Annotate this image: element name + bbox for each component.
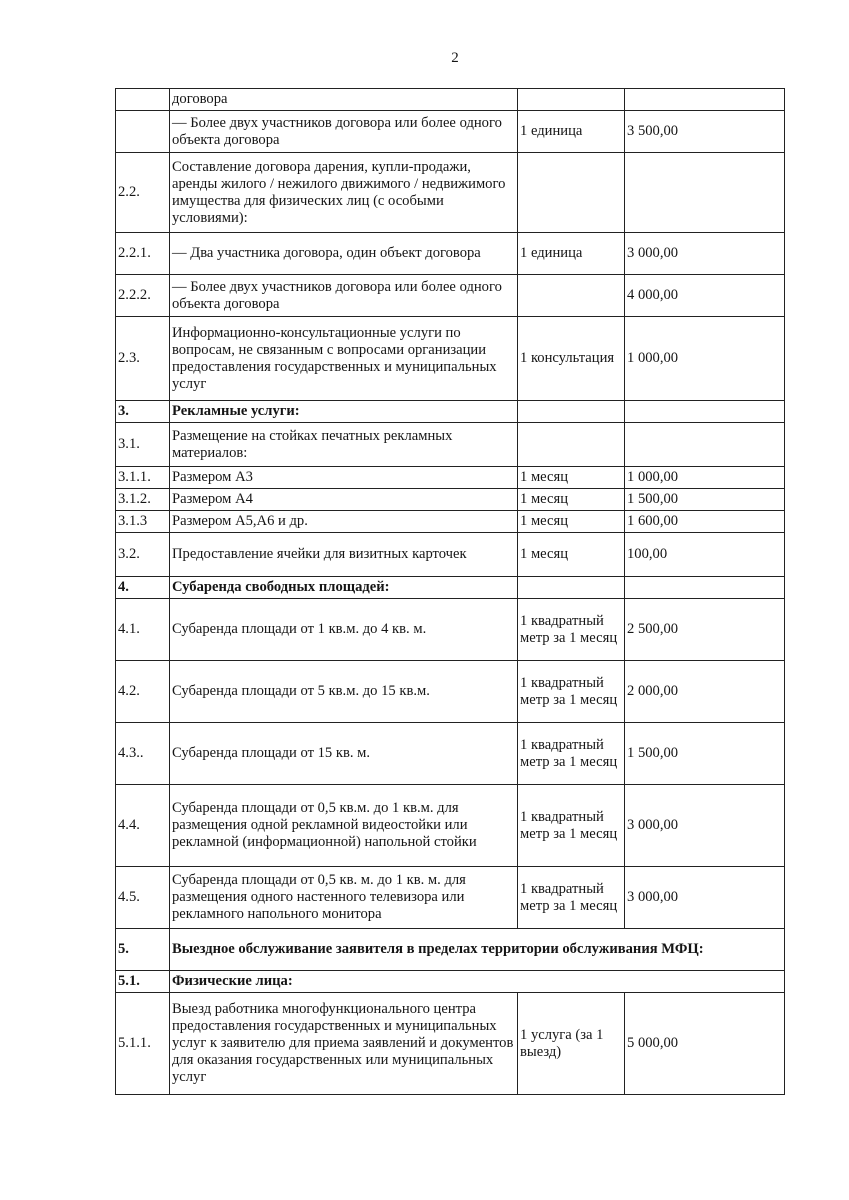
- row-number: 4.: [116, 577, 170, 599]
- unit-cell: 1 услуга (за 1 выезд): [518, 993, 625, 1095]
- row-number: 4.2.: [116, 661, 170, 723]
- row-number: 4.3..: [116, 723, 170, 785]
- table-row: [116, 867, 785, 929]
- unit-cell: 1 квадратный метр за 1 месяц: [518, 599, 625, 661]
- row-number: 3.2.: [116, 533, 170, 577]
- row-number: [116, 89, 170, 111]
- price-cell: [625, 423, 785, 467]
- service-name: Субаренда свободных площадей:: [170, 577, 518, 599]
- row-number: 3.1.1.: [116, 467, 170, 489]
- unit-cell: 1 месяц: [518, 533, 625, 577]
- row-number: 4.4.: [116, 785, 170, 867]
- price-cell: [625, 153, 785, 233]
- table-row: [116, 785, 785, 867]
- table-row: [116, 153, 785, 233]
- table-row: [116, 275, 785, 317]
- table-row: [116, 111, 785, 153]
- row-number: 5.1.: [116, 971, 170, 993]
- service-name: Физические лица:: [170, 971, 785, 993]
- table-row: [116, 971, 785, 993]
- price-cell: 1 000,00: [625, 467, 785, 489]
- service-name: Размером А4: [170, 489, 518, 511]
- price-cell: 3 000,00: [625, 867, 785, 929]
- table-row: [116, 489, 785, 511]
- row-number: 4.1.: [116, 599, 170, 661]
- price-cell: 5 000,00: [625, 993, 785, 1095]
- service-name: Размером А3: [170, 467, 518, 489]
- row-number: [116, 111, 170, 153]
- unit-cell: 1 месяц: [518, 511, 625, 533]
- price-cell: 3 000,00: [625, 233, 785, 275]
- row-number: 4.5.: [116, 867, 170, 929]
- price-cell: 1 500,00: [625, 489, 785, 511]
- unit-cell: 1 квадратный метр за 1 месяц: [518, 723, 625, 785]
- service-name: Размещение на стойках печатных рекламных материалов:: [170, 423, 518, 467]
- unit-cell: [518, 153, 625, 233]
- price-cell: [625, 89, 785, 111]
- unit-cell: 1 месяц: [518, 467, 625, 489]
- table-row: [116, 929, 785, 971]
- price-cell: 1 600,00: [625, 511, 785, 533]
- unit-cell: 1 квадратный метр за 1 месяц: [518, 867, 625, 929]
- row-number: 5.1.1.: [116, 993, 170, 1095]
- row-number: 2.2.1.: [116, 233, 170, 275]
- service-name: Составление договора дарения, купли-продажи, аренды жилого / нежилого движимого / недвижимого имущества для физических лиц (с особыми условиями):: [170, 153, 518, 233]
- price-cell: 1 500,00: [625, 723, 785, 785]
- service-name: Рекламные услуги:: [170, 401, 518, 423]
- unit-cell: 1 единица: [518, 233, 625, 275]
- unit-cell: 1 месяц: [518, 489, 625, 511]
- price-cell: [625, 401, 785, 423]
- price-cell: 100,00: [625, 533, 785, 577]
- table-row: [116, 599, 785, 661]
- unit-cell: [518, 275, 625, 317]
- unit-cell: [518, 89, 625, 111]
- row-number: 3.1.2.: [116, 489, 170, 511]
- table-row: [116, 723, 785, 785]
- service-name: Предоставление ячейки для визитных карточек: [170, 533, 518, 577]
- service-name: — Более двух участников договора или более одного объекта договора: [170, 111, 518, 153]
- service-name: Субаренда площади от 0,5 кв. м. до 1 кв. м. для размещения одного настенного телевизора или рекламного напольного монитора: [170, 867, 518, 929]
- price-cell: 3 000,00: [625, 785, 785, 867]
- service-name: — Два участника договора, один объект договора: [170, 233, 518, 275]
- price-cell: 2 000,00: [625, 661, 785, 723]
- table-row: [116, 511, 785, 533]
- unit-cell: 1 единица: [518, 111, 625, 153]
- row-number: 2.3.: [116, 317, 170, 401]
- row-number: 5.: [116, 929, 170, 971]
- table-row: [116, 577, 785, 599]
- price-cell: 4 000,00: [625, 275, 785, 317]
- service-name: Информационно-консультационные услуги по вопросам, не связанным с вопросами организации предоставления государственных и муниципальных услуг: [170, 317, 518, 401]
- service-name: договора: [170, 89, 518, 111]
- row-number: 3.1.3: [116, 511, 170, 533]
- price-cell: 2 500,00: [625, 599, 785, 661]
- price-table: [115, 88, 785, 1095]
- service-name: — Более двух участников договора или более одного объекта договора: [170, 275, 518, 317]
- unit-cell: [518, 423, 625, 467]
- unit-cell: 1 квадратный метр за 1 месяц: [518, 785, 625, 867]
- table-row: [116, 467, 785, 489]
- service-name: Выездное обслуживание заявителя в пределах территории обслуживания МФЦ:: [170, 929, 785, 971]
- row-number: 2.2.: [116, 153, 170, 233]
- table-row: [116, 993, 785, 1095]
- row-number: 3.: [116, 401, 170, 423]
- service-name: Размером А5,А6 и др.: [170, 511, 518, 533]
- service-name: Субаренда площади от 5 кв.м. до 15 кв.м.: [170, 661, 518, 723]
- unit-cell: 1 квадратный метр за 1 месяц: [518, 661, 625, 723]
- table-row: [116, 317, 785, 401]
- table-row: [116, 89, 785, 111]
- row-number: 3.1.: [116, 423, 170, 467]
- page-number: 2: [451, 50, 459, 66]
- table-row: [116, 661, 785, 723]
- price-cell: [625, 577, 785, 599]
- table-row: [116, 401, 785, 423]
- table-row: [116, 233, 785, 275]
- service-name: Выезд работника многофункционального центра предоставления государственных и муниципальных услуг к заявителю для приема заявлений и документов для оказания государственных или муниципальных услуг: [170, 993, 518, 1095]
- price-cell: 1 000,00: [625, 317, 785, 401]
- table-row: [116, 533, 785, 577]
- price-cell: 3 500,00: [625, 111, 785, 153]
- unit-cell: [518, 577, 625, 599]
- row-number: 2.2.2.: [116, 275, 170, 317]
- table-row: [116, 423, 785, 467]
- service-name: Субаренда площади от 1 кв.м. до 4 кв. м.: [170, 599, 518, 661]
- unit-cell: 1 консультация: [518, 317, 625, 401]
- unit-cell: [518, 401, 625, 423]
- service-name: Субаренда площади от 0,5 кв.м. до 1 кв.м. для размещения одной рекламной видеостойки или рекламной (информационной) напольной стойки: [170, 785, 518, 867]
- service-name: Субаренда площади от 15 кв. м.: [170, 723, 518, 785]
